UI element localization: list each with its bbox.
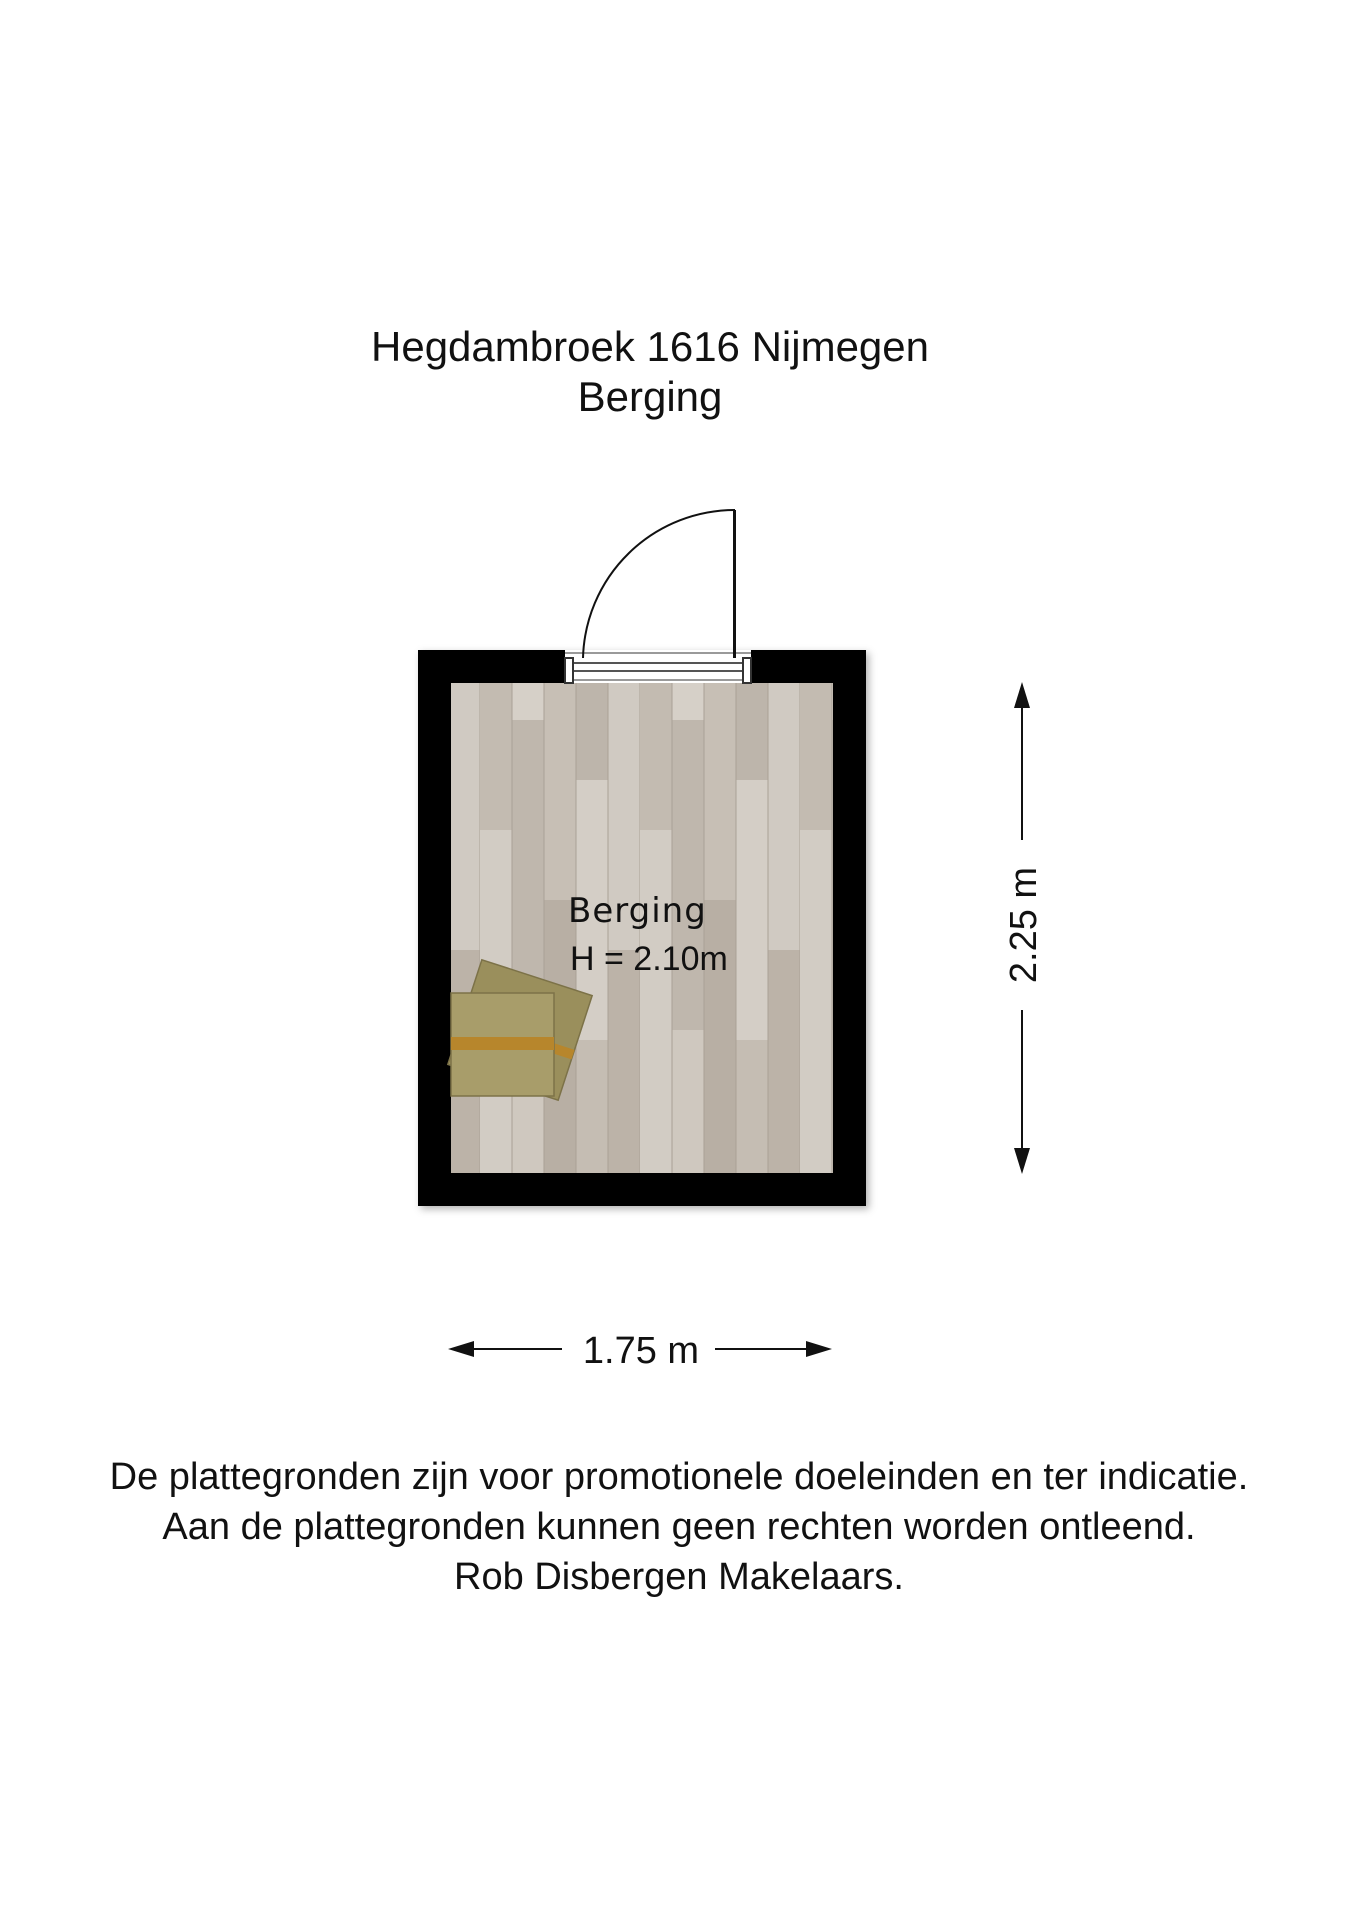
address-title: Hegdambroek 1616 Nijmegen	[371, 323, 929, 370]
depth-label: 2.25 m	[1003, 866, 1045, 984]
disclaimer-block	[0, 1452, 1358, 1602]
box-tape	[451, 1037, 554, 1050]
door-leaf	[733, 510, 736, 658]
door-opening	[565, 650, 751, 683]
room-height-label: H = 2.10m	[570, 940, 728, 978]
door-gap	[565, 650, 751, 683]
width-arrow-right-icon	[806, 1341, 832, 1357]
width-arrow-left-icon	[448, 1341, 474, 1357]
width-label: 1.75 m	[582, 1330, 700, 1372]
door-swing	[583, 510, 736, 658]
disclaimer-line-3: Rob Disbergen Makelaars.	[454, 1556, 904, 1598]
depth-dimension	[1003, 682, 1045, 1174]
width-dimension	[448, 1330, 832, 1372]
disclaimer-line-1: De plattegronden zijn voor promotionele doeleinden en ter indicatie.	[109, 1456, 1249, 1498]
depth-arrow-down-icon	[1014, 1148, 1030, 1174]
floor-name: Berging	[577, 373, 723, 420]
disclaimer-line-2: Aan de plattegronden kunnen geen rechten worden ontleend.	[162, 1506, 1196, 1548]
depth-arrow-up-icon	[1014, 682, 1030, 708]
room-name-label: Berging	[568, 891, 707, 931]
door-swing-arc	[583, 510, 735, 658]
